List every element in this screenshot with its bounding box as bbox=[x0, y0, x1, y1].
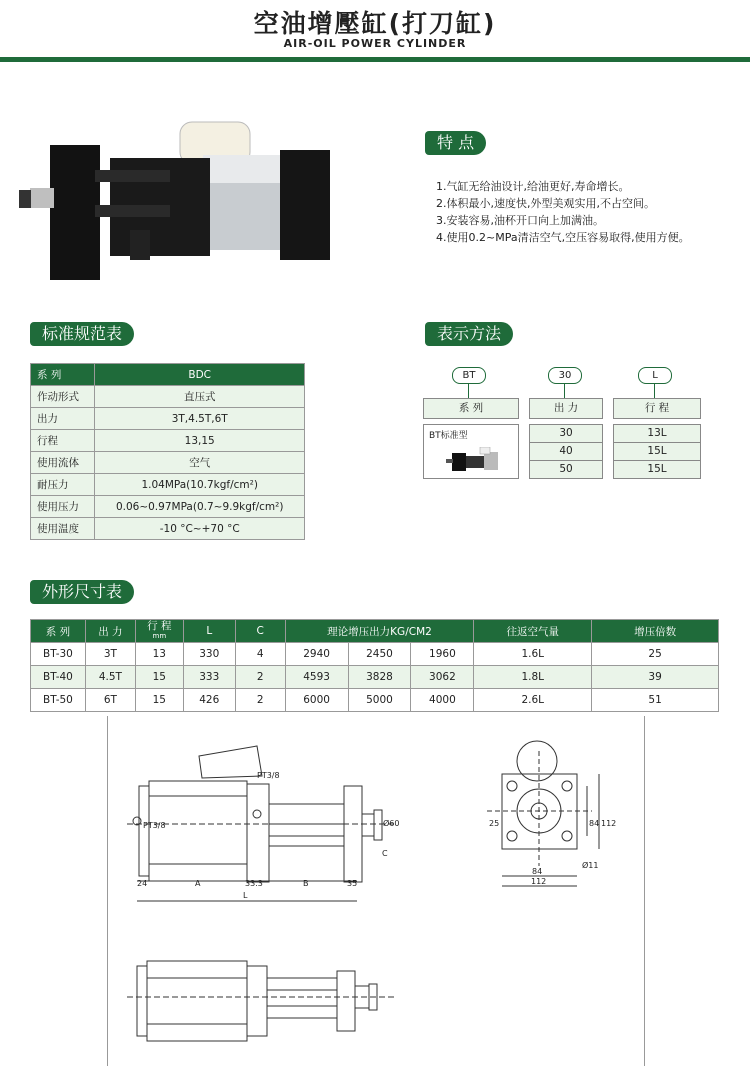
feature-item: 1.气缸无给油设计,给油更好,寿命增长。 bbox=[436, 180, 630, 193]
table-cell: 4 bbox=[235, 643, 285, 666]
label-c: C bbox=[382, 849, 388, 858]
column-header: 理论增压出力KG/CM2 bbox=[285, 620, 474, 643]
column-unit: mm bbox=[152, 632, 167, 640]
table-row bbox=[31, 452, 305, 474]
dimension-table bbox=[30, 619, 719, 712]
spec-key: 系 列 bbox=[31, 364, 95, 386]
express-header-stroke: 行 程 bbox=[613, 398, 701, 419]
spec-key: 作动形式 bbox=[31, 386, 95, 408]
table-row bbox=[31, 408, 305, 430]
table-cell: 5000 bbox=[348, 689, 411, 712]
label-l: L bbox=[243, 891, 248, 900]
page-subtitle: AIR-OIL POWER CYLINDER bbox=[283, 37, 467, 50]
table-row bbox=[31, 643, 719, 666]
table-header-row bbox=[31, 620, 719, 643]
label-112-vertical: 112 bbox=[601, 819, 617, 828]
table-cell: 333 bbox=[183, 666, 235, 689]
column-header: C bbox=[235, 620, 285, 643]
table-row bbox=[31, 386, 305, 408]
table-row bbox=[31, 364, 305, 386]
spec-key: 出力 bbox=[31, 408, 95, 430]
table-cell: 6T bbox=[85, 689, 135, 712]
column-header-stroke bbox=[135, 620, 183, 643]
spec-key: 使用温度 bbox=[31, 518, 95, 540]
express-type-box bbox=[423, 424, 519, 479]
code-force-bubble: 30 bbox=[548, 367, 582, 384]
header-divider bbox=[0, 57, 750, 62]
column-header: 行 程 bbox=[147, 620, 172, 632]
table-cell: 6000 bbox=[285, 689, 348, 712]
stroke-value: 15L bbox=[613, 460, 701, 479]
force-value: 50 bbox=[529, 460, 603, 479]
table-cell: 426 bbox=[183, 689, 235, 712]
type-label: BT标准型 bbox=[429, 431, 468, 441]
table-cell: 25 bbox=[592, 643, 719, 666]
column-header: 出 力 bbox=[85, 620, 135, 643]
table-cell: 2940 bbox=[285, 643, 348, 666]
spec-value: 1.04MPa(10.7kgf/cm²) bbox=[95, 474, 305, 496]
label-phi60: Ø60 bbox=[383, 819, 400, 828]
column-header: 往返空气量 bbox=[474, 620, 592, 643]
table-cell: 15 bbox=[135, 666, 183, 689]
table-row bbox=[31, 689, 719, 712]
table-row bbox=[31, 474, 305, 496]
table-cell: 1.6L bbox=[474, 643, 592, 666]
force-value: 30 bbox=[529, 424, 603, 443]
table-cell: 3062 bbox=[411, 666, 474, 689]
technical-drawing bbox=[107, 716, 643, 1066]
label-b: B bbox=[303, 879, 309, 888]
label-pt-top: PT3/8 bbox=[257, 771, 280, 780]
code-stroke-bubble: L bbox=[638, 367, 672, 384]
table-cell: 4.5T bbox=[85, 666, 135, 689]
table-row bbox=[31, 666, 719, 689]
force-value: 40 bbox=[529, 442, 603, 461]
spec-value: 13,15 bbox=[95, 430, 305, 452]
stroke-value: 13L bbox=[613, 424, 701, 443]
table-cell: 15 bbox=[135, 689, 183, 712]
label-333: 33.3 bbox=[245, 879, 263, 888]
table-cell: 1.8L bbox=[474, 666, 592, 689]
table-row bbox=[31, 430, 305, 452]
feature-item: 3.安装容易,油杯开口向上加满油。 bbox=[436, 214, 604, 227]
spec-value: BDC bbox=[95, 364, 305, 386]
table-row bbox=[31, 518, 305, 540]
features-heading: 特 点 bbox=[425, 131, 486, 155]
table-cell: BT-50 bbox=[31, 689, 86, 712]
spec-table bbox=[30, 363, 305, 540]
column-header: 增压倍数 bbox=[592, 620, 719, 643]
spec-value: 3T,4.5T,6T bbox=[95, 408, 305, 430]
label-112-horizontal: 112 bbox=[531, 877, 547, 886]
feature-item: 2.体积最小,速度快,外型美观实用,不占空间。 bbox=[436, 197, 655, 210]
dimension-heading: 外形尺寸表 bbox=[30, 580, 134, 604]
column-header: L bbox=[183, 620, 235, 643]
code-series-bubble: BT bbox=[452, 367, 486, 384]
connector bbox=[468, 384, 469, 398]
features-list bbox=[436, 178, 736, 246]
label-pt-left: PT3/8 bbox=[143, 821, 166, 830]
spec-value: 空气 bbox=[95, 452, 305, 474]
table-cell: BT-40 bbox=[31, 666, 86, 689]
table-cell: 3828 bbox=[348, 666, 411, 689]
feature-item: 4.使用0.2~MPa清洁空气,空压容易取得,使用方便。 bbox=[436, 231, 690, 244]
label-24: 24 bbox=[137, 879, 148, 888]
connector bbox=[654, 384, 655, 398]
spec-key: 行程 bbox=[31, 430, 95, 452]
spec-key: 使用流体 bbox=[31, 452, 95, 474]
label-84-vertical: 84 bbox=[589, 819, 600, 828]
table-cell: 330 bbox=[183, 643, 235, 666]
type-thumbnail bbox=[444, 447, 504, 473]
table-cell: 4000 bbox=[411, 689, 474, 712]
label-25: 25 bbox=[489, 819, 500, 828]
table-cell: 51 bbox=[592, 689, 719, 712]
table-cell: 13 bbox=[135, 643, 183, 666]
label-a: A bbox=[195, 879, 201, 888]
table-cell: BT-30 bbox=[31, 643, 86, 666]
express-heading: 表示方法 bbox=[425, 322, 513, 346]
page-title: 空油增壓缸(打刀缸) bbox=[253, 9, 497, 38]
table-cell: 2.6L bbox=[474, 689, 592, 712]
label-phi11: Ø11 bbox=[582, 861, 599, 870]
product-photo bbox=[15, 110, 360, 285]
table-cell: 3T bbox=[85, 643, 135, 666]
stroke-value: 15L bbox=[613, 442, 701, 461]
express-header-series: 系 列 bbox=[423, 398, 519, 419]
spec-value: 直压式 bbox=[95, 386, 305, 408]
table-row bbox=[31, 496, 305, 518]
table-cell: 2 bbox=[235, 689, 285, 712]
label-84-horizontal: 84 bbox=[532, 867, 543, 876]
express-header-force: 出 力 bbox=[529, 398, 603, 419]
spec-value: -10 °C~+70 °C bbox=[95, 518, 305, 540]
spec-heading: 标准规范表 bbox=[30, 322, 134, 346]
table-cell: 2450 bbox=[348, 643, 411, 666]
table-cell: 1960 bbox=[411, 643, 474, 666]
connector bbox=[564, 384, 565, 398]
spec-key: 使用压力 bbox=[31, 496, 95, 518]
column-header: 系 列 bbox=[31, 620, 86, 643]
spec-value: 0.06~0.97MPa(0.7~9.9kgf/cm²) bbox=[95, 496, 305, 518]
label-35: 35 bbox=[347, 879, 358, 888]
table-cell: 4593 bbox=[285, 666, 348, 689]
spec-key: 耐压力 bbox=[31, 474, 95, 496]
table-cell: 2 bbox=[235, 666, 285, 689]
table-cell: 39 bbox=[592, 666, 719, 689]
